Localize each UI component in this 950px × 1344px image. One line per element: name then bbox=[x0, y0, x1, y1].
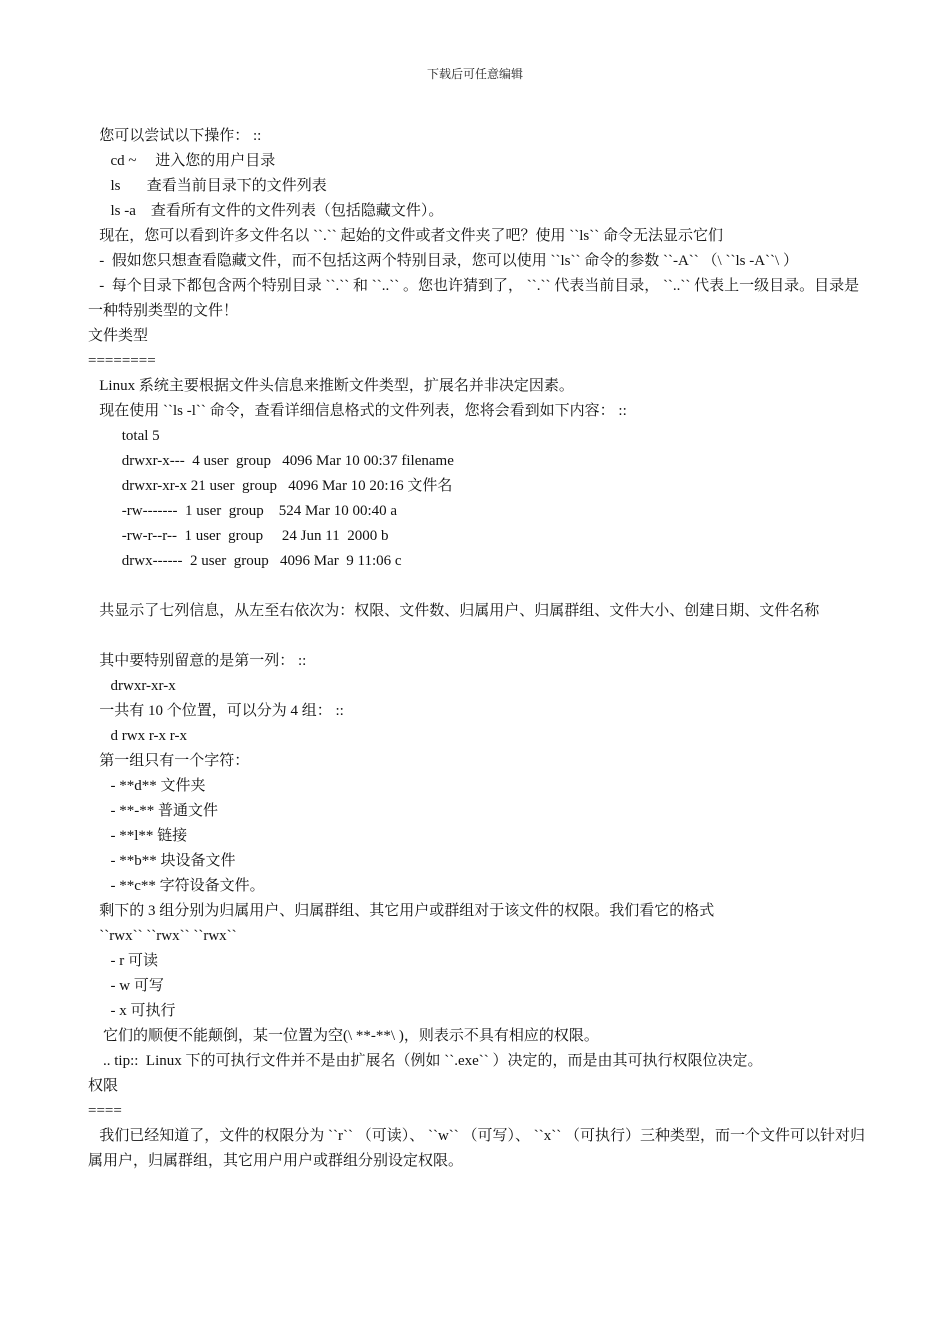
listing-line: -rw-r--r-- 1 user group 24 Jun 11 2000 b bbox=[88, 528, 389, 544]
list-item: - r 可读 bbox=[88, 953, 158, 969]
text-line: ``rwx`` ``rwx`` ``rwx`` bbox=[88, 928, 237, 944]
text-line: 一共有 10 个位置，可以分为 4 组： :: bbox=[88, 703, 344, 719]
document-body bbox=[88, 124, 866, 1174]
list-item: - **d** 文件夹 bbox=[88, 778, 206, 794]
text-paragraph: - 假如您只想查看隐藏文件，而不包括这两个特别目录，您可以使用 ``ls`` 命令的参数 ``-A`` （\ ``ls -A``\ ） bbox=[88, 253, 798, 269]
code-line: d rwx r-x r-x bbox=[88, 728, 187, 744]
listing-line: total 5 bbox=[88, 428, 160, 444]
text-line: 其中要特别留意的是第一列： :: bbox=[88, 653, 307, 669]
text-line: Linux 系统主要根据文件头信息来推断文件类型，扩展名并非决定因素。 bbox=[88, 378, 574, 394]
list-item: - x 可执行 bbox=[88, 1003, 176, 1019]
blank-line bbox=[88, 624, 866, 649]
code-line: cd ~ 进入您的用户目录 bbox=[88, 153, 276, 169]
section-heading-file-types: 文件类型 bbox=[88, 328, 149, 344]
listing-line: drwx------ 2 user group 4096 Mar 9 11:06 c bbox=[88, 553, 402, 569]
text-line: 现在使用 ``ls -l`` 命令，查看详细信息格式的文件列表，您将会看到如下内容： :: bbox=[88, 403, 627, 419]
blank-line bbox=[88, 574, 866, 599]
text-paragraph: 我们已经知道了，文件的权限分为 ``r`` （可读）、 ``w`` （可写）、 ``x`` （可执行）三种类型，而一个文件可以针对归属用户，归属群组，其它用户用户或群组分别设定权限。 bbox=[88, 1128, 866, 1169]
listing-line: drwxr-xr-x 21 user group 4096 Mar 10 20:16 文件名 bbox=[88, 478, 453, 494]
text-line: 第一组只有一个字符： bbox=[88, 753, 250, 769]
page-header-note: 下载后可任意编辑 bbox=[426, 67, 523, 81]
list-item: - **b** 块设备文件 bbox=[88, 853, 236, 869]
text-line: 您可以尝试以下操作： :: bbox=[88, 128, 262, 144]
heading-underline: ======== bbox=[88, 353, 156, 369]
heading-underline: ==== bbox=[88, 1103, 122, 1119]
list-item: - **-** 普通文件 bbox=[88, 803, 218, 819]
listing-line: -rw------- 1 user group 524 Mar 10 00:40 a bbox=[88, 503, 398, 519]
text-line: 它们的顺便不能颠倒，某一位置为空(\ **-**\ )，则表示不具有相应的权限。 bbox=[88, 1028, 599, 1044]
text-line: 现在，您可以看到许多文件名以 ``.`` 起始的文件或者文件夹了吧？使用 ``ls`` 命令无法显示它们 bbox=[88, 228, 723, 244]
section-heading-permissions: 权限 bbox=[88, 1078, 119, 1094]
list-item: - **l** 链接 bbox=[88, 828, 188, 844]
list-item: - w 可写 bbox=[88, 978, 164, 994]
code-line: ls 查看当前目录下的文件列表 bbox=[88, 178, 327, 194]
listing-line: drwxr-x--- 4 user group 4096 Mar 10 00:37 filename bbox=[88, 453, 454, 469]
tip-line: .. tip:: Linux 下的可执行文件并不是由扩展名（例如 ``.exe`` ）决定的，而是由其可执行权限位决定。 bbox=[88, 1053, 763, 1069]
text-paragraph: - 每个目录下都包含两个特别目录 ``.`` 和 ``..`` 。您也许猜到了， ``.`` 代表当前目录， ``..`` 代表上一级目录。目录是一种特别类型的文件！ bbox=[88, 278, 860, 319]
text-paragraph: 共显示了七列信息，从左至右依次为：权限、文件数、归属用户、归属群组、文件大小、创建日期、文件名称 bbox=[88, 603, 820, 619]
list-item: - **c** 字符设备文件。 bbox=[88, 878, 265, 894]
code-line: ls -a 查看所有文件的文件列表（包括隐藏文件）。 bbox=[88, 203, 444, 219]
code-line: drwxr-xr-x bbox=[88, 678, 176, 694]
text-line: 剩下的 3 组分别为归属用户、归属群组、其它用户或群组对于该文件的权限。我们看它的格式 bbox=[88, 903, 715, 919]
